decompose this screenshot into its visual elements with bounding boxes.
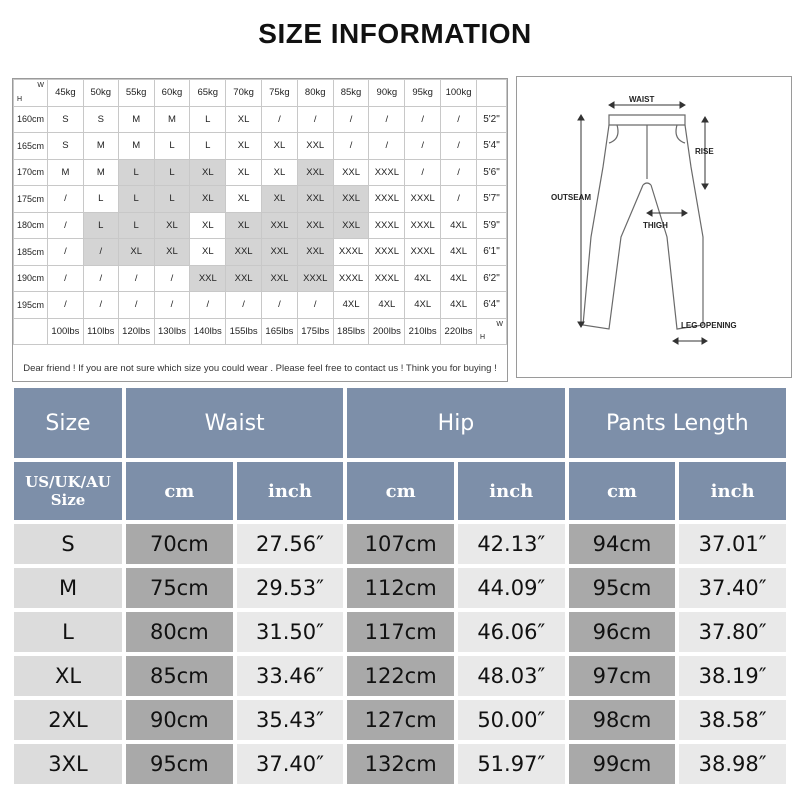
measurement-cell: 94cm [569, 524, 676, 564]
chart-height-cm: 190cm [14, 265, 48, 292]
chart-size-cell: / [405, 133, 441, 160]
chart-size-cell: XXL [333, 212, 369, 239]
chart-size-cell: XL [154, 239, 190, 266]
chart-size-cell: / [83, 265, 118, 292]
chart-weight-kg: 80kg [297, 80, 333, 107]
measurement-cell: 112cm [347, 568, 454, 608]
chart-size-cell: / [333, 133, 369, 160]
chart-size-cell: XXL [262, 265, 298, 292]
measurement-cell: 90cm [126, 700, 233, 740]
chart-height-ft: 6'1" [477, 239, 507, 266]
chart-row [14, 239, 507, 266]
chart-size-cell: / [405, 159, 441, 186]
chart-size-cell: 4XL [441, 265, 477, 292]
chart-size-cell: L [83, 186, 118, 213]
measurement-cell: 107cm [347, 524, 454, 564]
chart-size-cell: / [333, 106, 369, 133]
height-weight-size-chart [12, 78, 508, 382]
size-cell: M [14, 568, 122, 608]
chart-height-cm: 185cm [14, 239, 48, 266]
chart-size-cell: XL [262, 186, 298, 213]
chart-size-cell: XXXL [369, 239, 405, 266]
chart-row [14, 265, 507, 292]
pants-measurement-diagram [516, 76, 792, 378]
chart-size-cell: / [226, 292, 262, 319]
chart-height-ft: 5'9" [477, 212, 507, 239]
chart-size-cell: L [83, 212, 118, 239]
chart-size-cell: L [118, 159, 154, 186]
unit-header: cm [347, 462, 454, 520]
measurement-cell: 44.09″ [458, 568, 565, 608]
chart-size-cell: / [48, 212, 84, 239]
measurement-cell: 50.00″ [458, 700, 565, 740]
chart-height-ft: 5'2" [477, 106, 507, 133]
pants-length-header: Pants Length [569, 388, 786, 458]
chart-weight-lbs: 220lbs [441, 318, 477, 345]
chart-weight-kg: 50kg [83, 80, 118, 107]
chart-size-cell: XL [262, 159, 298, 186]
size-cell: L [14, 612, 122, 652]
chart-size-cell: XL [154, 212, 190, 239]
chart-corner-blank [477, 80, 507, 107]
leg-opening-label: LEG OPENING [681, 321, 737, 330]
chart-size-cell: XL [226, 106, 262, 133]
chart-size-cell: XXL [297, 186, 333, 213]
chart-size-cell: M [154, 106, 190, 133]
chart-size-cell: XL [226, 133, 262, 160]
chart-size-cell: XXL [297, 133, 333, 160]
chart-size-cell: 4XL [333, 292, 369, 319]
unit-header: inch [679, 462, 786, 520]
chart-size-cell: XXXL [369, 186, 405, 213]
chart-weight-lbs: 120lbs [118, 318, 154, 345]
chart-size-cell: XXL [226, 265, 262, 292]
chart-size-cell: L [118, 212, 154, 239]
chart-size-cell: XL [226, 159, 262, 186]
chart-height-cm: 165cm [14, 133, 48, 160]
chart-height-ft: 5'7" [477, 186, 507, 213]
chart-size-cell: XXXL [369, 159, 405, 186]
size-cell: 3XL [14, 744, 122, 784]
chart-size-cell: / [118, 292, 154, 319]
chart-size-cell: L [118, 186, 154, 213]
chart-size-cell: / [297, 292, 333, 319]
measurement-cell: 75cm [126, 568, 233, 608]
size-region-line1: US/UK/AU [25, 473, 111, 491]
chart-size-cell: M [83, 133, 118, 160]
measurement-cell: 98cm [569, 700, 676, 740]
chart-weight-kg-row [14, 80, 507, 107]
size-chart-table [13, 79, 507, 345]
chart-size-cell: XXL [262, 239, 298, 266]
measurement-table [10, 384, 790, 788]
measurement-cell: 122cm [347, 656, 454, 696]
chart-height-ft: 5'4" [477, 133, 507, 160]
chart-weight-lbs: 185lbs [333, 318, 369, 345]
measurement-cell: 27.56″ [237, 524, 344, 564]
chart-size-cell: XL [226, 186, 262, 213]
chart-note: Dear friend ! If you are not sure which size you could wear . Please feel free to contact us ! Think you for buying ! [23, 363, 497, 374]
measurement-cell: 132cm [347, 744, 454, 784]
measurement-row [14, 612, 786, 652]
measurement-cell: 95cm [126, 744, 233, 784]
chart-size-cell: / [118, 265, 154, 292]
measurement-cell: 38.98″ [679, 744, 786, 784]
chart-size-cell: S [83, 106, 118, 133]
chart-size-cell: XXXL [297, 265, 333, 292]
waist-label: WAIST [629, 95, 655, 104]
chart-row [14, 186, 507, 213]
chart-size-cell: L [154, 133, 190, 160]
outseam-label: OUTSEAM [551, 193, 591, 202]
chart-weight-kg: 65kg [190, 80, 226, 107]
rise-label: RISE [695, 147, 714, 156]
chart-size-cell: XL [190, 186, 226, 213]
chart-height-cm: 160cm [14, 106, 48, 133]
chart-size-cell: / [369, 133, 405, 160]
chart-size-cell: L [154, 186, 190, 213]
chart-size-cell: M [83, 159, 118, 186]
chart-size-cell: / [262, 106, 298, 133]
thigh-label: THIGH [643, 221, 668, 230]
size-region-line2: Size [50, 491, 86, 509]
chart-size-cell: XXXL [405, 239, 441, 266]
chart-weight-kg: 70kg [226, 80, 262, 107]
chart-weight-kg: 100kg [441, 80, 477, 107]
chart-size-cell: / [405, 106, 441, 133]
measurement-row [14, 700, 786, 740]
measurement-cell: 37.01″ [679, 524, 786, 564]
measurement-cell: 70cm [126, 524, 233, 564]
chart-size-cell: S [48, 133, 84, 160]
measurement-row [14, 524, 786, 564]
size-cell: 2XL [14, 700, 122, 740]
size-cell: XL [14, 656, 122, 696]
chart-size-cell: / [48, 265, 84, 292]
chart-size-cell: / [154, 292, 190, 319]
waist-header: Waist [126, 388, 343, 458]
chart-weight-kg: 45kg [48, 80, 84, 107]
chart-row [14, 106, 507, 133]
chart-size-cell: L [190, 106, 226, 133]
size-header: Size [14, 388, 122, 458]
measurement-cell: 42.13″ [458, 524, 565, 564]
chart-corner-cell-2 [477, 318, 507, 345]
chart-size-cell: / [441, 106, 477, 133]
chart-row [14, 212, 507, 239]
measurement-cell: 95cm [569, 568, 676, 608]
chart-weight-lbs: 200lbs [369, 318, 405, 345]
chart-size-cell: XL [118, 239, 154, 266]
chart-weight-kg: 90kg [369, 80, 405, 107]
corner-h-label: H [17, 95, 23, 103]
measurement-cell: 96cm [569, 612, 676, 652]
measurement-cell: 80cm [126, 612, 233, 652]
measurement-cell: 117cm [347, 612, 454, 652]
measurement-cell: 35.43″ [237, 700, 344, 740]
corner-h-label: H [480, 334, 486, 341]
measurement-cell: 33.46″ [237, 656, 344, 696]
chart-size-cell: / [48, 186, 84, 213]
chart-height-ft: 6'4" [477, 292, 507, 319]
chart-size-cell: XXL [190, 265, 226, 292]
chart-size-cell: XXXL [405, 212, 441, 239]
measurement-header-row [14, 388, 786, 458]
chart-size-cell: / [441, 159, 477, 186]
chart-size-cell: L [190, 133, 226, 160]
size-region-header [14, 462, 122, 520]
chart-row [14, 133, 507, 160]
chart-size-cell: / [441, 186, 477, 213]
chart-lbs-blank [14, 318, 48, 345]
unit-header: inch [237, 462, 344, 520]
chart-size-cell: XL [190, 239, 226, 266]
measurement-cell: 31.50″ [237, 612, 344, 652]
size-cell: S [14, 524, 122, 564]
chart-size-cell: / [83, 239, 118, 266]
measurement-cell: 37.80″ [679, 612, 786, 652]
chart-weight-lbs: 110lbs [83, 318, 118, 345]
chart-weight-lbs: 100lbs [48, 318, 84, 345]
chart-corner-cell [14, 80, 48, 107]
chart-size-cell: XXL [297, 212, 333, 239]
chart-size-cell: XXXL [369, 265, 405, 292]
corner-w-label: W [496, 320, 503, 328]
chart-size-cell: XL [262, 133, 298, 160]
chart-size-cell: / [369, 106, 405, 133]
chart-height-cm: 170cm [14, 159, 48, 186]
chart-size-cell: XXXL [333, 265, 369, 292]
chart-weight-lbs: 140lbs [190, 318, 226, 345]
measurement-row [14, 568, 786, 608]
measurement-row [14, 744, 786, 784]
chart-weight-kg: 95kg [405, 80, 441, 107]
chart-size-cell: / [48, 292, 84, 319]
corner-w-label: W [37, 82, 44, 89]
chart-height-cm: 180cm [14, 212, 48, 239]
chart-size-cell: / [190, 292, 226, 319]
chart-weight-lbs: 165lbs [262, 318, 298, 345]
measurement-cell: 48.03″ [458, 656, 565, 696]
chart-size-cell: XXXL [405, 186, 441, 213]
chart-size-cell: / [262, 292, 298, 319]
chart-size-cell: / [154, 265, 190, 292]
chart-size-cell: XXL [262, 212, 298, 239]
chart-size-cell: XXXL [369, 212, 405, 239]
chart-size-cell: / [441, 133, 477, 160]
chart-size-cell: S [48, 106, 84, 133]
chart-weight-lbs: 155lbs [226, 318, 262, 345]
chart-row [14, 292, 507, 319]
measurement-cell: 38.58″ [679, 700, 786, 740]
measurement-cell: 29.53″ [237, 568, 344, 608]
chart-weight-kg: 75kg [262, 80, 298, 107]
chart-weight-lbs: 175lbs [297, 318, 333, 345]
measurement-cell: 37.40″ [237, 744, 344, 784]
chart-height-ft: 6'2" [477, 265, 507, 292]
measurement-cell: 51.97″ [458, 744, 565, 784]
chart-size-cell: / [83, 292, 118, 319]
chart-weight-lbs-row [14, 318, 507, 345]
chart-size-cell: M [118, 106, 154, 133]
chart-row [14, 159, 507, 186]
hip-header: Hip [347, 388, 564, 458]
chart-size-cell: XXL [333, 186, 369, 213]
chart-size-cell: / [297, 106, 333, 133]
chart-size-cell: XL [226, 212, 262, 239]
chart-size-cell: 4XL [441, 292, 477, 319]
chart-size-cell: XXL [226, 239, 262, 266]
chart-size-cell: XXL [297, 239, 333, 266]
chart-size-cell: 4XL [441, 212, 477, 239]
chart-weight-lbs: 210lbs [405, 318, 441, 345]
chart-height-cm: 175cm [14, 186, 48, 213]
chart-weight-lbs: 130lbs [154, 318, 190, 345]
chart-weight-kg: 60kg [154, 80, 190, 107]
chart-size-cell: XL [190, 212, 226, 239]
chart-size-cell: L [154, 159, 190, 186]
chart-size-cell: M [118, 133, 154, 160]
chart-size-cell: 4XL [441, 239, 477, 266]
chart-size-cell: M [48, 159, 84, 186]
measurement-row [14, 656, 786, 696]
measurement-cell: 37.40″ [679, 568, 786, 608]
page-title: SIZE INFORMATION [258, 18, 532, 49]
chart-size-cell: / [48, 239, 84, 266]
measurement-cell: 46.06″ [458, 612, 565, 652]
measurement-cell: 97cm [569, 656, 676, 696]
measurement-cell: 99cm [569, 744, 676, 784]
unit-header: inch [458, 462, 565, 520]
measurement-cell: 38.19″ [679, 656, 786, 696]
unit-header: cm [569, 462, 676, 520]
measurement-cell: 85cm [126, 656, 233, 696]
chart-size-cell: XL [190, 159, 226, 186]
chart-height-ft: 5'6" [477, 159, 507, 186]
chart-size-cell: XXL [297, 159, 333, 186]
chart-height-cm: 195cm [14, 292, 48, 319]
unit-header: cm [126, 462, 233, 520]
measurement-unit-row [14, 462, 786, 520]
measurement-cell: 127cm [347, 700, 454, 740]
chart-size-cell: XXXL [333, 239, 369, 266]
chart-size-cell: 4XL [405, 292, 441, 319]
chart-weight-kg: 85kg [333, 80, 369, 107]
chart-size-cell: XXL [333, 159, 369, 186]
chart-size-cell: 4XL [405, 265, 441, 292]
chart-weight-kg: 55kg [118, 80, 154, 107]
chart-size-cell: 4XL [369, 292, 405, 319]
